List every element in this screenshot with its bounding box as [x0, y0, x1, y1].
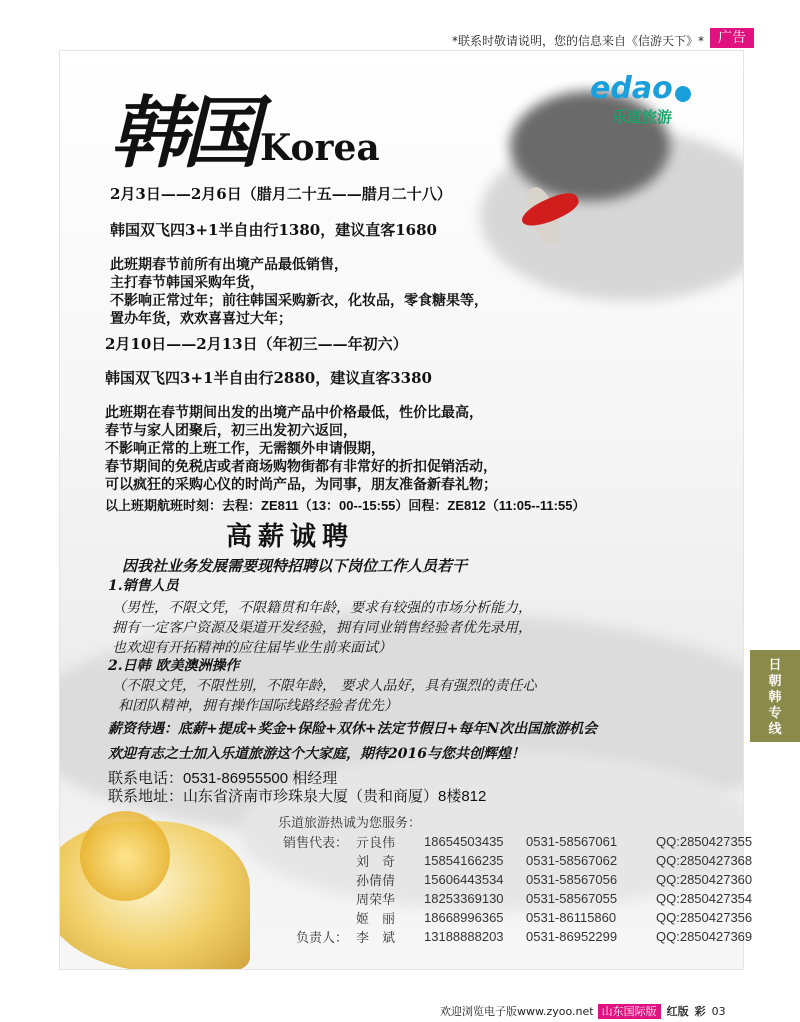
section2-desc-line: 可以疯狂的采购心仪的时尚产品，为同事，朋友准备新春礼物；: [105, 477, 497, 493]
header-bar: [0, 0, 800, 50]
job-requirement: （男性，不限文凭，不限籍贯和年龄，要求有较强的市场分析能力，: [112, 600, 532, 616]
lotus-bud-decoration: [80, 811, 170, 901]
contact-address: 联系地址：山东省济南市珍珠泉大厦（贵和商厦）8楼812: [108, 788, 487, 805]
sidebar-char: 韩: [768, 690, 782, 705]
job-name: 1.销售人员: [108, 578, 179, 594]
sidebar-char: 朝: [768, 674, 782, 689]
contact-table: [262, 832, 760, 946]
contact-mobile: 18668996365: [424, 910, 504, 925]
globe-icon: [675, 86, 691, 102]
footer-color-tag: 彩: [694, 1005, 706, 1018]
section1-desc-line: 不影响正常过年；前往韩国采购新衣，化妆品，零食糖果等，: [110, 293, 488, 309]
logo-word: edao: [590, 71, 673, 106]
section1-date: 2月3日——2月6日（腊月二十五——腊月二十八）: [110, 185, 452, 203]
contact-row: [262, 870, 760, 889]
section2-desc-line: 春节期间的免税店或者商场购物街都有非常好的折扣促销活动，: [105, 459, 497, 475]
contact-phone-number: 0531-58567055: [526, 891, 618, 906]
section1-desc-line: 置办年货，欢欢喜喜过大年；: [110, 311, 292, 327]
job-name: 2.日韩 欧美澳洲操作: [108, 658, 240, 674]
flight-schedule: 以上班期航班时刻：去程：ZE811（13：00--15:55）回程：ZE812（11:05--11:55）: [105, 498, 586, 513]
section1-product: 韩国双飞四3+1半自由行1380，建议直客1680: [110, 221, 437, 239]
section2-desc-line: 不影响正常的上班工作，无需额外申请假期，: [105, 441, 385, 457]
route-category-tab: [750, 650, 800, 742]
contact-qq: QQ:2850427368: [656, 853, 753, 868]
contact-qq: QQ:2850427360: [656, 872, 753, 887]
contact-role: [262, 889, 356, 908]
contact-mobile: 18253369130: [424, 891, 504, 906]
title-english: Korea: [260, 127, 380, 169]
contact-phone: 联系电话：0531-86955500 相经理: [108, 770, 338, 787]
logo-chinese-name: 乐道旅游: [612, 108, 673, 126]
contact-name: 周荣华: [356, 892, 396, 907]
contact-qq: QQ:2850427369: [656, 929, 753, 944]
footer-edition: 红版: [666, 1005, 689, 1018]
contact-phone-number: 0531-58567061: [526, 834, 618, 849]
recruit-intro: 因我社业务发展需要现特招聘以下岗位工作人员若干: [122, 557, 468, 575]
job-requirement: （不限文凭，不限性别，不限年龄， 要求人品好，具有强烈的责任心: [112, 678, 537, 694]
contact-name: 李 斌: [356, 930, 396, 945]
contact-role: [262, 870, 356, 889]
job-requirement: 和团队精神，拥有操作国际线路经验者优先）: [118, 698, 398, 714]
contact-role: 销售代表：: [282, 835, 348, 850]
section2-desc-line: 春节与家人团聚后，初三出发初六返回，: [105, 423, 357, 439]
contact-row: [262, 889, 760, 908]
job-requirement: 也欢迎有开拓精神的应往届毕业生前来面试）: [112, 640, 392, 656]
job-requirement: 拥有一定客户资源及渠道开发经验，拥有同业销售经验者优先录用，: [112, 620, 532, 636]
sidebar-char: 线: [768, 722, 782, 737]
contact-mobile: 15854166235: [424, 853, 504, 868]
footer-website: 欢迎浏览电子版www.zyoo.net: [440, 1005, 594, 1018]
salary-benefits: 薪资待遇：底薪+提成+奖金+保险+双休+法定节假日+每年N次出国旅游机会: [108, 721, 598, 737]
footer-bar: [440, 1000, 726, 1018]
source-note: *联系时敬请说明，您的信息来自《信游天下》*: [451, 34, 704, 48]
service-intro: 乐道旅游热诚为您服务：: [278, 815, 422, 830]
contact-phone-number: 0531-58567056: [526, 872, 618, 887]
contact-role: [262, 908, 356, 927]
contact-mobile: 15606443534: [424, 872, 504, 887]
footer-edition-name: 山东国际版: [598, 1004, 661, 1019]
contact-name: 姬 丽: [356, 911, 396, 926]
company-logo: [590, 71, 720, 131]
contact-phone-number: 0531-86952299: [526, 929, 618, 944]
contact-role: [262, 851, 356, 870]
recruit-title: 高薪诚聘: [226, 522, 355, 552]
title-korean: 韩国: [110, 88, 255, 179]
contact-row: [262, 927, 760, 946]
ad-label: 广告: [710, 28, 754, 48]
contact-row: [262, 851, 760, 870]
contact-phone-number: 0531-86115860: [526, 910, 617, 925]
section1-desc-line: 此班期春节前所有出境产品最低销售，: [110, 257, 348, 273]
sidebar-char: 专: [768, 706, 782, 721]
section2-desc-line: 此班期在春节期间出发的出境产品中价格最低，性价比最高，: [105, 405, 483, 421]
contact-name: 刘 奇: [356, 854, 396, 869]
sidebar-char: 日: [768, 658, 782, 673]
section2-date: 2月10日——2月13日（年初三——年初六）: [105, 335, 408, 353]
contact-name: 孙倩倩: [356, 873, 396, 888]
contact-qq: QQ:2850427356: [656, 910, 753, 925]
contact-qq: QQ:2850427354: [656, 891, 753, 906]
contact-row: [262, 908, 760, 927]
contact-qq: QQ:2850427355: [656, 834, 753, 849]
contact-phone-number: 0531-58567062: [526, 853, 618, 868]
destination-title: [110, 71, 380, 183]
welcome-message: 欢迎有志之士加入乐道旅游这个大家庭，期待2016与您共创辉煌！: [108, 746, 525, 762]
contact-role: 负责人：: [295, 930, 348, 945]
contact-mobile: 13188888203: [424, 929, 504, 944]
section1-desc-line: 主打春节韩国采购年货，: [110, 275, 264, 291]
page-number: 03: [711, 1005, 726, 1018]
contact-name: 亓良伟: [356, 835, 396, 850]
contact-mobile: 18654503435: [424, 834, 504, 849]
section2-product: 韩国双飞四3+1半自由行2880，建议直客3380: [105, 369, 432, 387]
contact-row: [262, 832, 760, 851]
